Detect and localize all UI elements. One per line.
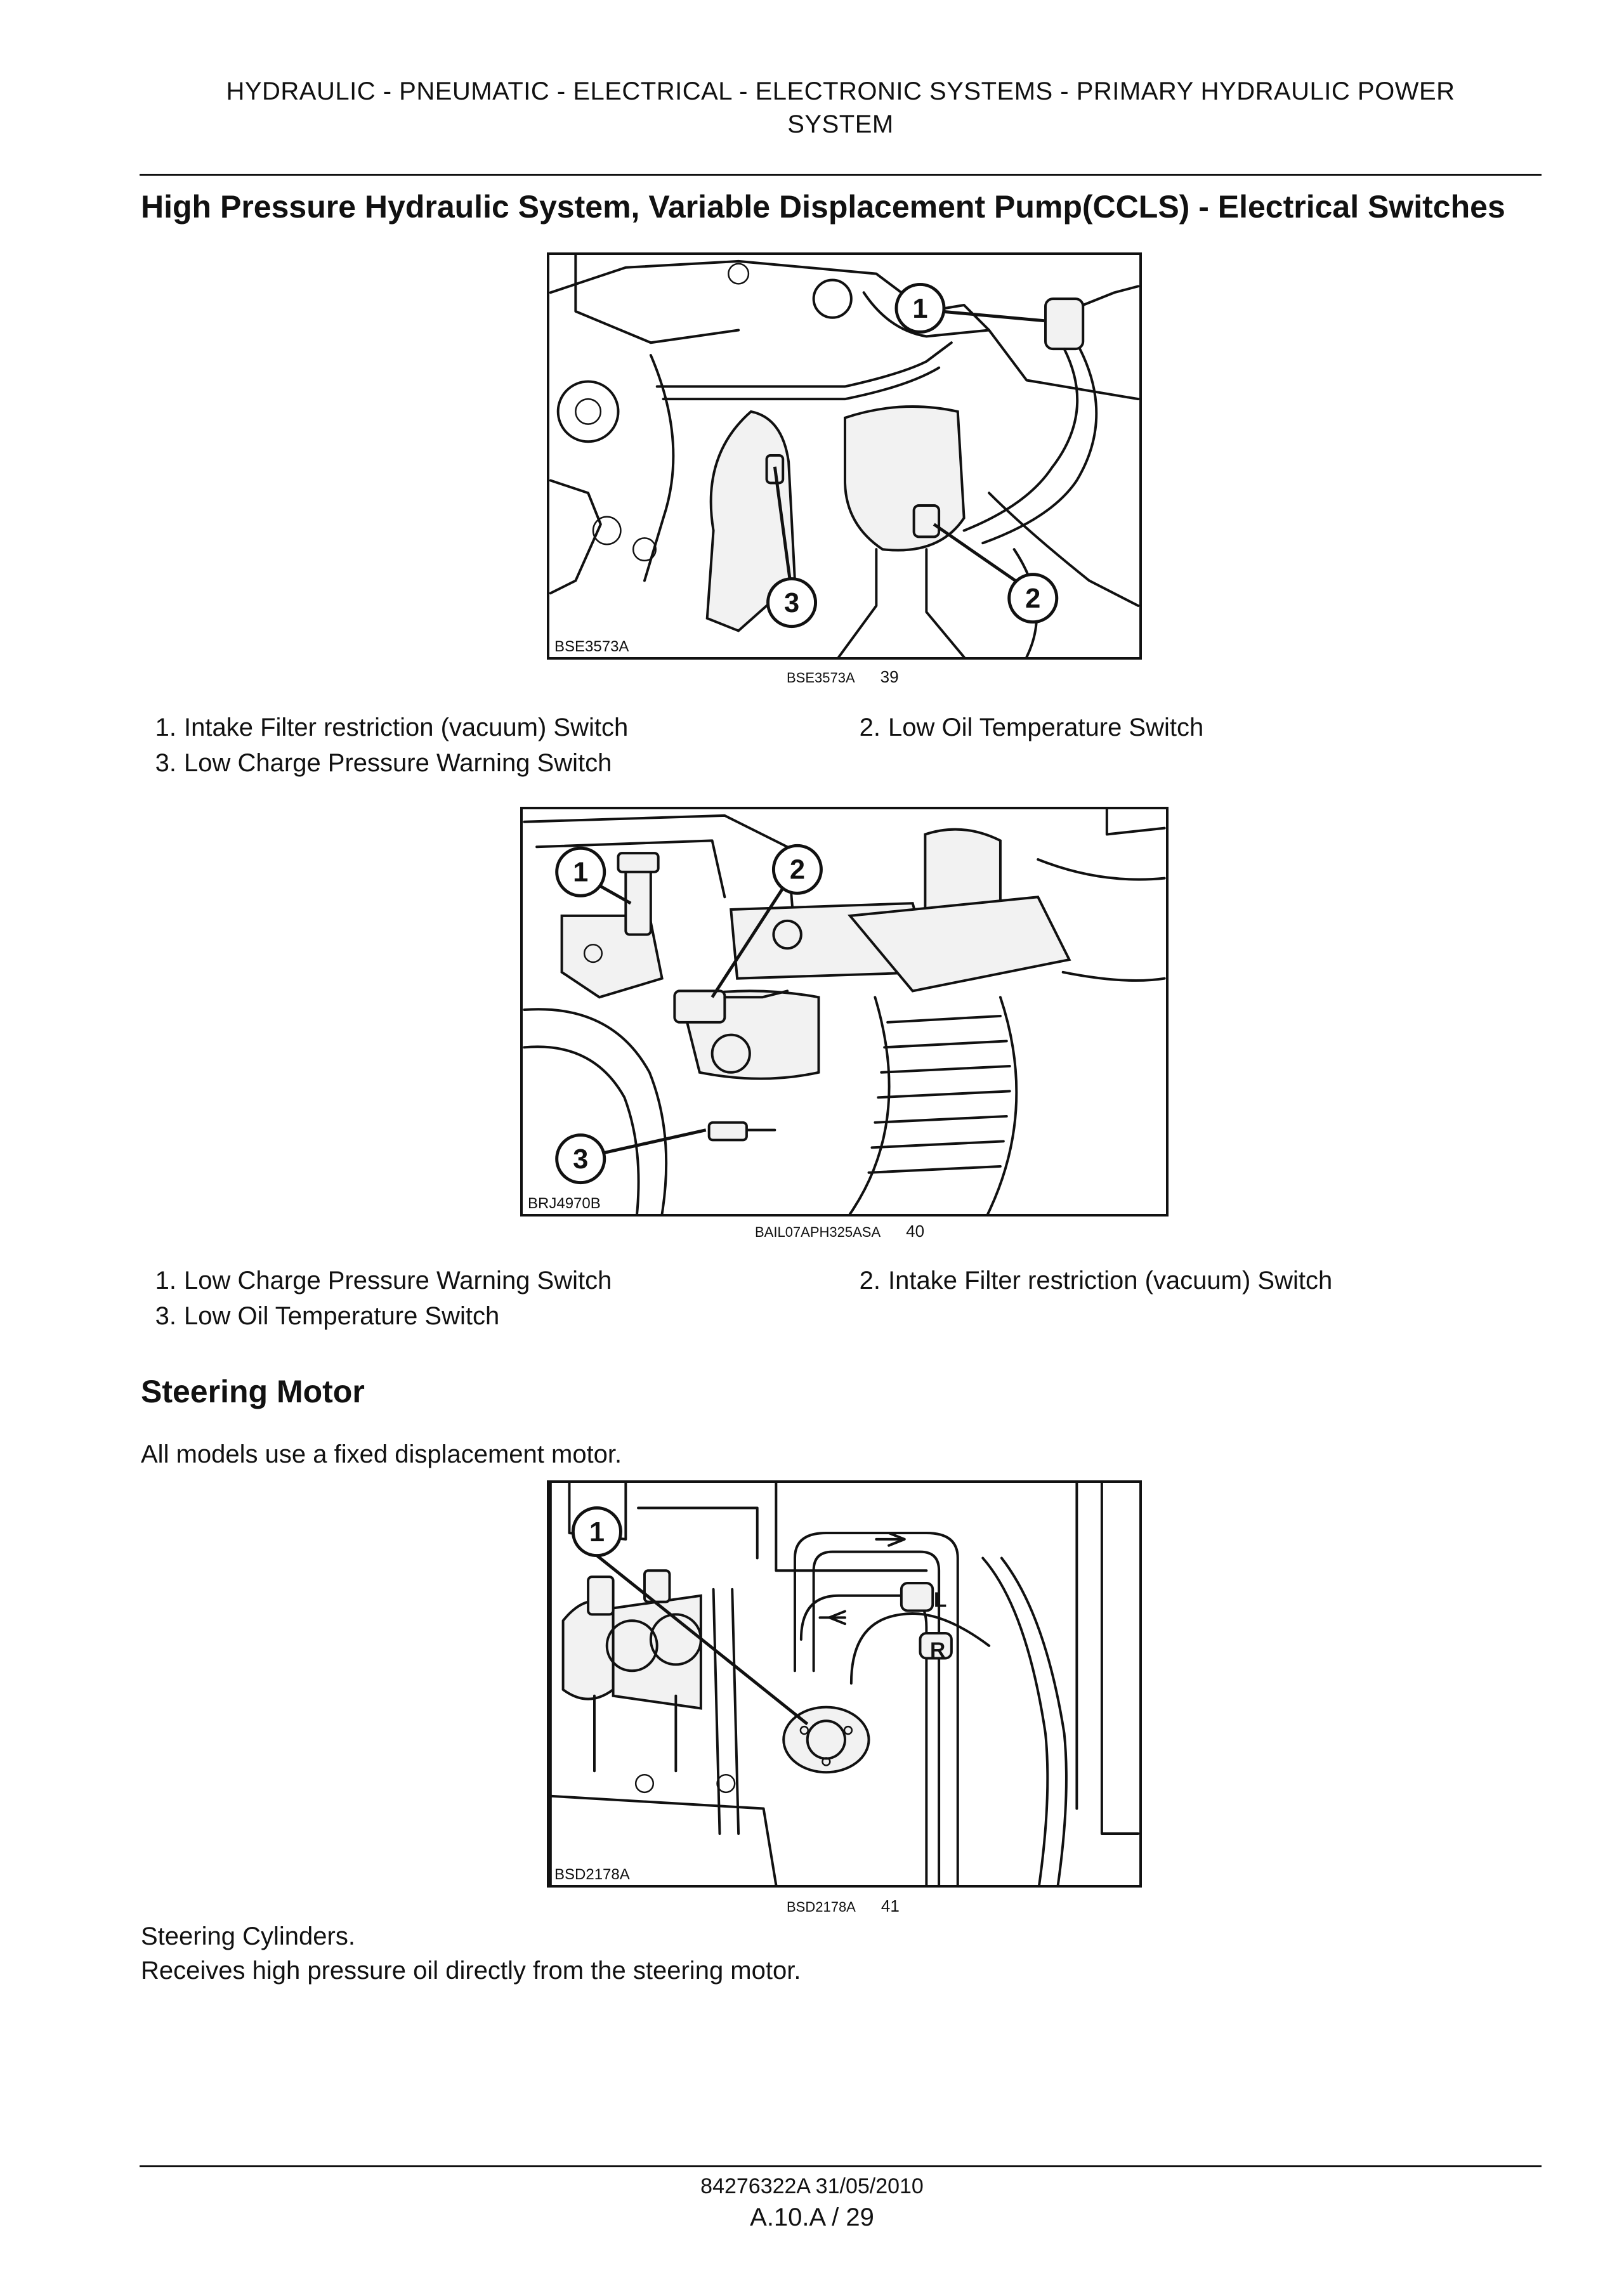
figure-39-caption — [787, 667, 899, 687]
figure-41-number: 41 — [881, 1896, 900, 1915]
figure-39-caption-ref: BSE3573A — [787, 670, 855, 686]
figure-41-hose-label-r: R — [930, 1638, 946, 1662]
running-header-line2: SYSTEM — [787, 110, 894, 138]
figure-39-callout-3 — [768, 579, 816, 627]
svg-text:1: 1 — [573, 857, 589, 888]
svg-text:1: 1 — [912, 293, 928, 324]
figure-39-legend-item-3: 3. Low Charge Pressure Warning Switch — [155, 749, 612, 777]
figure-40-number: 40 — [906, 1222, 925, 1241]
figure-41-callout-1 — [573, 1508, 620, 1556]
figure-39-number: 39 — [880, 667, 899, 686]
figure-40-legend-item-2: 2. Intake Filter restriction (vacuum) Switch — [859, 1267, 1333, 1295]
figure-41-drawing — [549, 1483, 1139, 1885]
section-title-electrical-switches: High Pressure Hydraulic System, Variable Displacement Pump(CCLS) - Electrical Switches — [141, 189, 1505, 225]
figure-39-callout-1 — [896, 284, 944, 332]
steering-cylinders-heading: Steering Cylinders. — [141, 1922, 355, 1950]
figure-40-legend-item-1: 1. Low Charge Pressure Warning Switch — [155, 1267, 612, 1295]
figure-41-caption — [787, 1896, 900, 1916]
steering-motor-intro: All models use a fixed displacement motor. — [141, 1440, 622, 1468]
running-header — [140, 75, 1542, 141]
figure-40-drawing — [523, 809, 1166, 1214]
header-rule — [140, 174, 1542, 176]
svg-text:2: 2 — [789, 854, 806, 885]
svg-text:3: 3 — [573, 1144, 589, 1175]
figure-39-illustration — [547, 252, 1142, 660]
figure-39-legend-item-2: 2. Low Oil Temperature Switch — [859, 714, 1204, 741]
running-header-line1: HYDRAULIC - PNEUMATIC - ELECTRICAL - ELECTRONIC SYSTEMS - PRIMARY HYDRAULIC POWER — [226, 77, 1455, 105]
svg-text:2: 2 — [1025, 583, 1041, 614]
figure-39-inner-ref: BSE3573A — [552, 638, 631, 656]
figure-40-legend-item-3: 3. Low Oil Temperature Switch — [155, 1302, 500, 1330]
figure-40-callout-1 — [557, 848, 605, 896]
figure-41-hose-label-l: L — [933, 1588, 947, 1612]
svg-text:1: 1 — [589, 1517, 605, 1548]
footer-rule — [140, 2165, 1542, 2167]
figure-40-callout-2 — [773, 845, 821, 893]
footer-page-number: A.10.A / 29 — [750, 2203, 874, 2231]
figure-41-caption-ref: BSD2178A — [787, 1899, 856, 1915]
figure-39-legend-item-1: 1. Intake Filter restriction (vacuum) Switch — [155, 714, 629, 741]
figure-41-inner-ref: BSD2178A — [552, 1866, 632, 1884]
section-title-steering-motor: Steering Motor — [141, 1374, 365, 1409]
figure-40-inner-ref: BRJ4970B — [525, 1195, 603, 1213]
figure-39-drawing — [549, 255, 1139, 657]
steering-cylinders-description: Receives high pressure oil directly from the steering motor. — [141, 1957, 801, 1985]
figure-40-caption — [755, 1222, 924, 1241]
footer-doc-code: 84276322A 31/05/2010 — [700, 2174, 924, 2198]
figure-40-illustration — [520, 807, 1169, 1216]
figure-41-illustration — [547, 1480, 1142, 1888]
svg-text:3: 3 — [783, 587, 800, 618]
figure-40-caption-ref: BAIL07APH325ASA — [755, 1224, 881, 1240]
figure-39-callout-2 — [1009, 575, 1057, 622]
figure-40-callout-3 — [557, 1135, 605, 1183]
